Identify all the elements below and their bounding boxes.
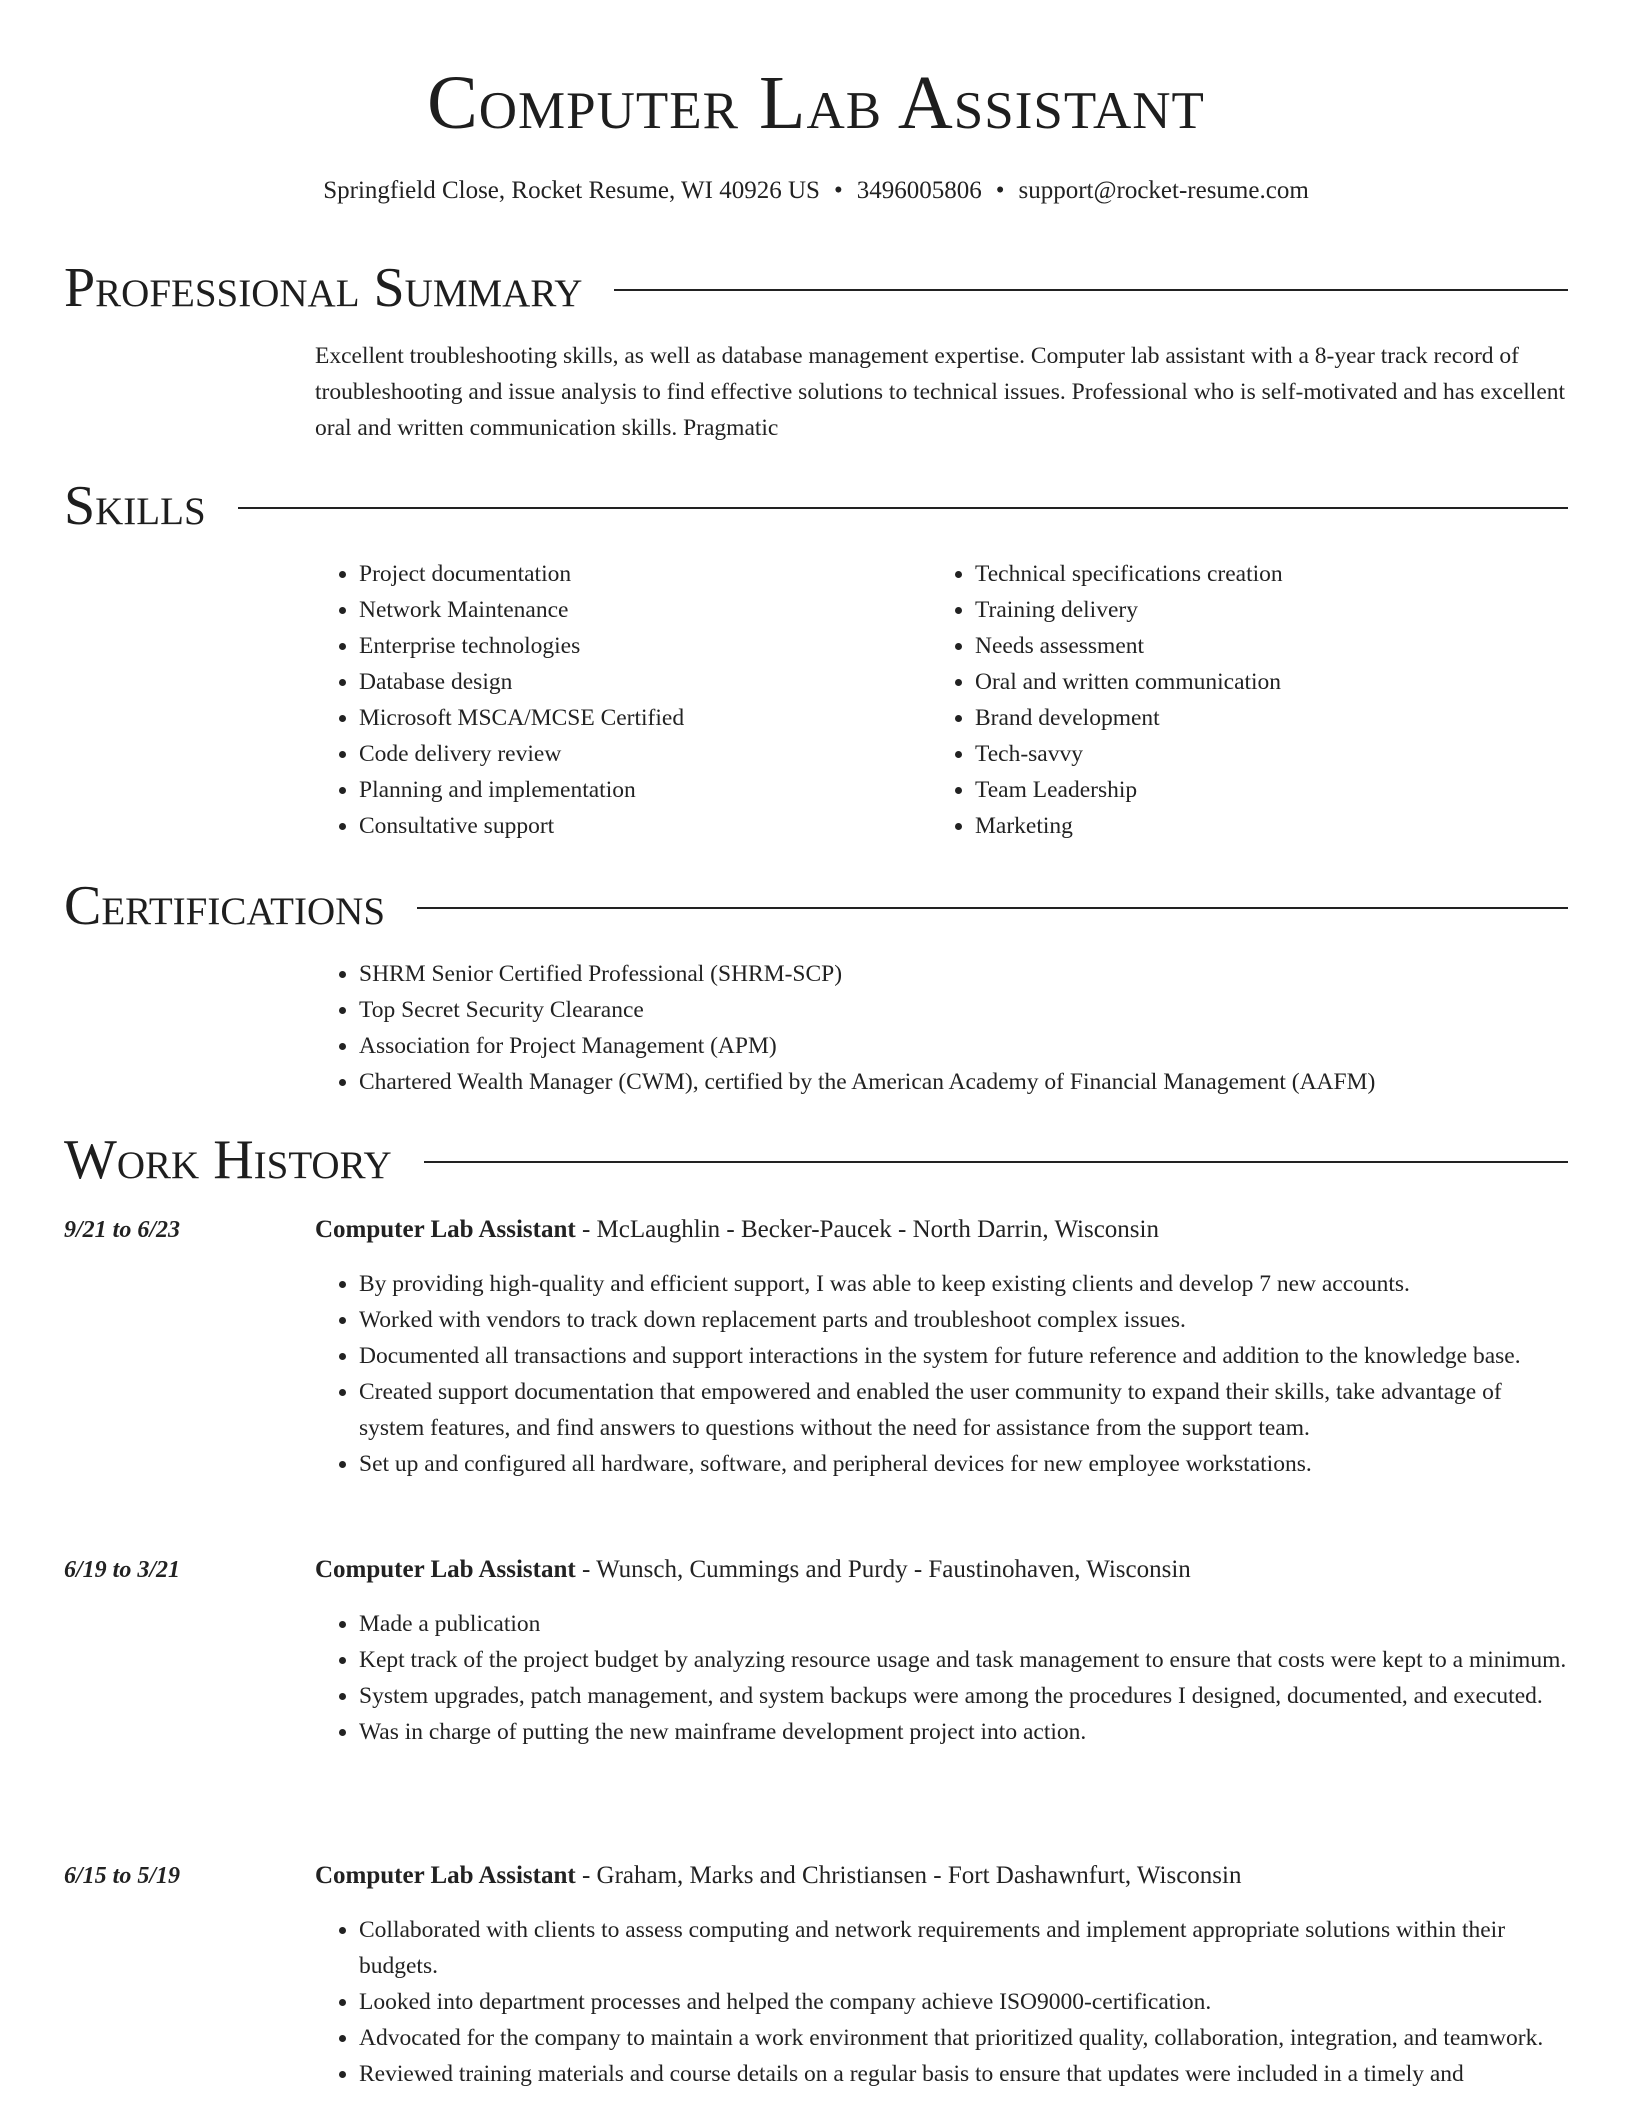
summary-section-header: [64, 256, 1568, 320]
contact-email[interactable]: support@rocket-resume.com: [1018, 177, 1309, 204]
job-dates: 9/21 to 6/23: [64, 1217, 181, 1243]
job-bullet: • Looked into department processes and helped the company achieve ISO9000-certification.: [359, 1984, 1568, 2020]
contact-separator: •: [833, 177, 843, 204]
skill-item: • Database design: [359, 664, 875, 700]
skill-item: • Technical specifications creation: [975, 556, 1491, 592]
skill-item: • Consultative support: [359, 808, 875, 844]
job-bullet: • Worked with vendors to track down replacement parts and troubleshoot complex issues.: [359, 1302, 1568, 1338]
certification-item: • Chartered Wealth Manager (CWM), certified by the American Academy of Financial Management (AAFM): [359, 1064, 1568, 1100]
job-role: Computer Lab Assistant: [315, 1862, 576, 1889]
certification-item: • Association for Project Management (APM): [359, 1028, 1568, 1064]
job-bullets: [315, 1266, 1568, 1482]
contact-separator: •: [995, 177, 1005, 204]
job-bullet: • Set up and configured all hardware, software, and peripheral devices for new employee workstations.: [359, 1446, 1568, 1482]
skill-item: • Enterprise technologies: [359, 628, 875, 664]
certifications-list: [315, 956, 1568, 1100]
work-title: Work History: [64, 1129, 392, 1191]
section-divider: [417, 907, 1568, 909]
contact-address: Springfield Close, Rocket Resume, WI 40926 US: [323, 177, 820, 204]
job-bullet: • By providing high-quality and efficient support, I was able to keep existing clients and develop 7 new accounts.: [359, 1266, 1568, 1302]
job-bullet: • Made a publication: [359, 1606, 1568, 1642]
section-divider: [614, 289, 1568, 291]
skill-item: • Project documentation: [359, 556, 875, 592]
job-employer: - McLaughlin - Becker-Paucek - North Darrin, Wisconsin: [575, 1216, 1159, 1243]
candidate-name: Computer Lab Assistant: [427, 61, 1205, 145]
work-section-header: [64, 1128, 1568, 1192]
job-bullet: • Advocated for the company to maintain a work environment that prioritized quality, collaboration, integration, and teamwork.: [359, 2020, 1568, 2056]
skill-item: • Needs assessment: [975, 628, 1491, 664]
job-employer: - Graham, Marks and Christiansen - Fort Dashawnfurt, Wisconsin: [575, 1862, 1242, 1889]
skill-item: • Planning and implementation: [359, 772, 875, 808]
summary-title: Professional Summary: [64, 257, 583, 319]
skills-column-right: [931, 556, 1491, 844]
certification-item: • SHRM Senior Certified Professional (SHRM-SCP): [359, 956, 1568, 992]
job-bullet: • Collaborated with clients to assess computing and network requirements and implement appropriate solutions within their budgets.: [359, 1912, 1568, 1984]
skill-item: • Microsoft MSCA/MCSE Certified: [359, 700, 875, 736]
contact-line: [0, 174, 1632, 208]
skills-title: Skills: [64, 475, 206, 537]
certification-item: • Top Secret Security Clearance: [359, 992, 1568, 1028]
skills-column-left: [315, 556, 875, 844]
job-bullet: • System upgrades, patch management, and system backups were among the procedures I designed, documented, and executed.: [359, 1678, 1568, 1714]
skill-item: • Code delivery review: [359, 736, 875, 772]
job-bullet: • Created support documentation that empowered and enabled the user community to expand their skills, take advantage of system features, and find answers to questions without the need for assistance from the support team.: [359, 1374, 1568, 1446]
job-dates: 6/19 to 3/21: [64, 1557, 181, 1583]
section-divider: [424, 1161, 1568, 1163]
skill-item: • Tech-savvy: [975, 736, 1491, 772]
job-bullet: • Documented all transactions and support interactions in the system for future reference and addition to the knowledge base.: [359, 1338, 1568, 1374]
job-bullets: [315, 1912, 1568, 2092]
job-dates: 6/15 to 5/19: [64, 1863, 181, 1889]
job-heading: [315, 1212, 1568, 1248]
summary-text: Excellent troubleshooting skills, as well as database management expertise. Computer lab assistant with a 8-year track record of troubleshooting and issue analysis to find effective solutions to technical issues. Professional who is self-motivated and has excellent oral and written communication skills. Pragmatic: [315, 343, 1566, 441]
section-divider: [238, 507, 1568, 509]
job-role: Computer Lab Assistant: [315, 1216, 576, 1243]
skill-item: • Brand development: [975, 700, 1491, 736]
skill-item: • Network Maintenance: [359, 592, 875, 628]
certifications-section-header: [64, 874, 1568, 938]
job-role: Computer Lab Assistant: [315, 1556, 576, 1583]
job-bullets: [315, 1606, 1568, 1750]
job-heading: [315, 1552, 1568, 1588]
contact-phone[interactable]: 3496005806: [856, 177, 982, 204]
skill-item: • Training delivery: [975, 592, 1491, 628]
skill-item: • Team Leadership: [975, 772, 1491, 808]
certifications-title: Certifications: [64, 875, 386, 937]
job-bullet: • Was in charge of putting the new mainframe development project into action.: [359, 1714, 1568, 1750]
job-heading: [315, 1858, 1568, 1894]
job-bullet: • Reviewed training materials and course details on a regular basis to ensure that updates were included in a timely and: [359, 2056, 1568, 2092]
job-bullet: • Kept track of the project budget by analyzing resource usage and task management to ensure that costs were kept to a minimum.: [359, 1642, 1568, 1678]
skills-section-header: [64, 474, 1568, 538]
job-employer: - Wunsch, Cummings and Purdy - Faustinohaven, Wisconsin: [575, 1556, 1191, 1583]
skill-item: • Marketing: [975, 808, 1491, 844]
skill-item: • Oral and written communication: [975, 664, 1491, 700]
